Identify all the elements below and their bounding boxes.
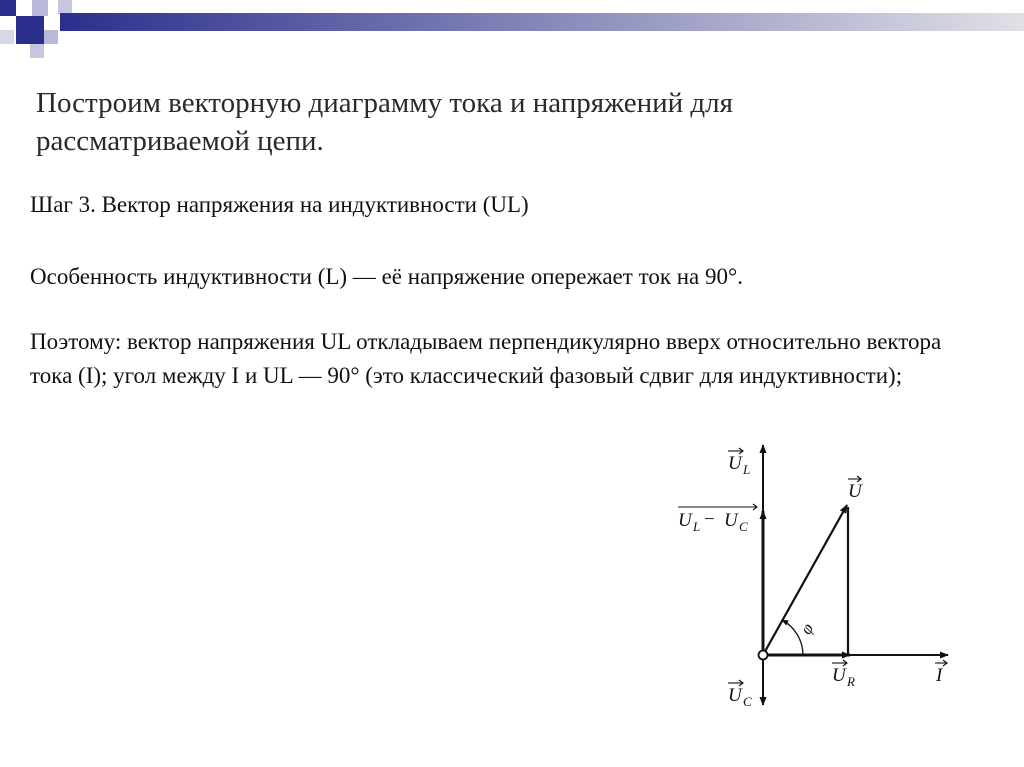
svg-text:L: L bbox=[743, 462, 751, 477]
vector-diagram bbox=[660, 435, 960, 725]
svg-text:C: C bbox=[739, 519, 748, 534]
decor-square-2 bbox=[16, 16, 44, 44]
decor-square-7 bbox=[0, 30, 14, 44]
label-ul-minus-uc bbox=[678, 504, 757, 534]
svg-text:L: L bbox=[693, 519, 701, 534]
svg-text:C: C bbox=[743, 694, 752, 709]
label-ul bbox=[728, 448, 750, 477]
label-ur bbox=[832, 660, 855, 689]
svg-text:U: U bbox=[678, 510, 692, 531]
svg-text:U: U bbox=[832, 665, 846, 686]
therefore-paragraph: Поэтому: вектор напряжения UL откладываем перпендикулярно вверх относительно вектора тока (I); угол между I и UL — 90° (это классический фазовый сдвиг для индуктивности); bbox=[30, 329, 942, 388]
header-gradient-bar bbox=[60, 13, 1024, 31]
decor-square-6 bbox=[30, 44, 44, 58]
decor-square-4 bbox=[58, 0, 72, 14]
label-u bbox=[848, 476, 863, 502]
origin-point bbox=[759, 651, 768, 660]
svg-text:−: − bbox=[704, 509, 715, 530]
label-uc bbox=[728, 680, 752, 709]
slide-title: Построим векторную диаграмму тока и напряжений для рассматриваемой цепи. bbox=[36, 87, 733, 157]
decor-square-5 bbox=[44, 30, 58, 44]
svg-text:R: R bbox=[847, 674, 855, 689]
svg-text:U: U bbox=[848, 481, 862, 502]
svg-text:U: U bbox=[728, 685, 742, 706]
label-i bbox=[935, 660, 947, 686]
label-phi: φ bbox=[796, 619, 818, 638]
inductance-feature-text: Особенность индуктивности (L) — её напряжение опережает ток на 90°. bbox=[30, 264, 743, 289]
svg-text:U: U bbox=[724, 510, 738, 531]
step-heading: Шаг 3. Вектор напряжения на индуктивности (UL) bbox=[30, 192, 529, 217]
svg-text:U: U bbox=[728, 453, 742, 474]
svg-text:I: I bbox=[936, 665, 943, 686]
decor-square-1 bbox=[0, 0, 16, 16]
decor-square-3 bbox=[32, 0, 48, 16]
